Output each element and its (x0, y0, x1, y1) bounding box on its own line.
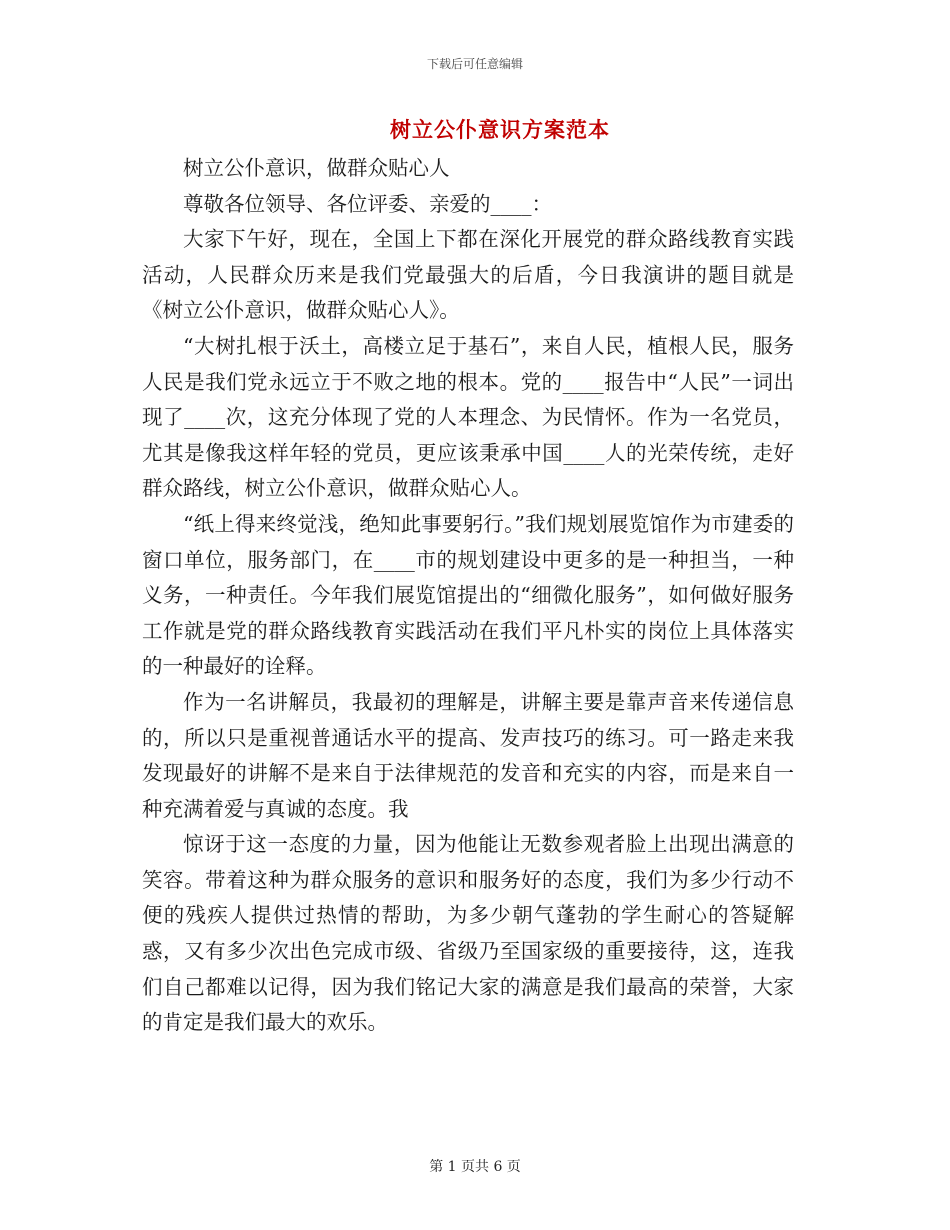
paragraph: 作为一名讲解员，我最初的理解是，讲解主要是靠声音来传递信息的，所以只是重视普通话水平的提高、发声技巧的练习。可一路走来我发现最好的讲解不是来自于法律规范的发音和充实的内容，而是来自一种充满着爱与真诚的态度。我 (142, 689, 794, 821)
header-note: 下载后可任意编辑 (426, 57, 523, 71)
page-number-footer: 第 1 页共 6 页 (429, 1159, 521, 1175)
document-title: 树立公仆意识方案范本 (390, 117, 610, 142)
paragraph: 惊讶于这一态度的力量，因为他能让无数参观者脸上出现出满意的笑容。带着这种为群众服务的意识和服务好的态度，我们为多少行动不便的残疾人提供过热情的帮助，为多少朝气蓬勃的学生耐心的答疑解惑，又有多少次出色完成市级、省级乃至国家级的重要接待，这，连我们自己都难以记得，因为我们铭记大家的满意是我们最高的荣誉，大家的肯定是我们最大的欢乐。 (142, 832, 794, 1035)
paragraph: 大家下午好，现在，全国上下都在深化开展党的群众路线教育实践活动，人民群众历来是我们党最强大的后盾，今日我演讲的题目就是《树立公仆意识，做群众贴心人》。 (142, 227, 794, 323)
paragraph-subtitle: 树立公仆意识，做群众贴心人 (183, 156, 450, 180)
paragraph: “大树扎根于沃土，高楼立足于基石”，来自人民，植根人民，服务人民是我们党永远立于不败之地的根本。党的____报告中“人民”一词出现了____次，这充分体现了党的人本理念、为民情怀。作为一名党员，尤其是像我这样年轻的党员，更应该秉承中国____人的光荣传统，走好群众路线，树立公仆意识，做群众贴心人。 (142, 333, 794, 501)
document-body (142, 151, 794, 1041)
paragraph: “纸上得来终觉浅，绝知此事要躬行。”我们规划展览馆作为市建委的窗口单位，服务部门，在____市的规划建设中更多的是一种担当，一种义务，一种责任。今年我们展览馆提出的“细微化服务”，如何做好服务工作就是党的群众路线教育实践活动在我们平凡朴实的岗位上具体落实的一种最好的诠释。 (142, 511, 794, 679)
paragraph-salutation: 尊敬各位领导、各位评委、亲爱的____： (183, 191, 552, 216)
